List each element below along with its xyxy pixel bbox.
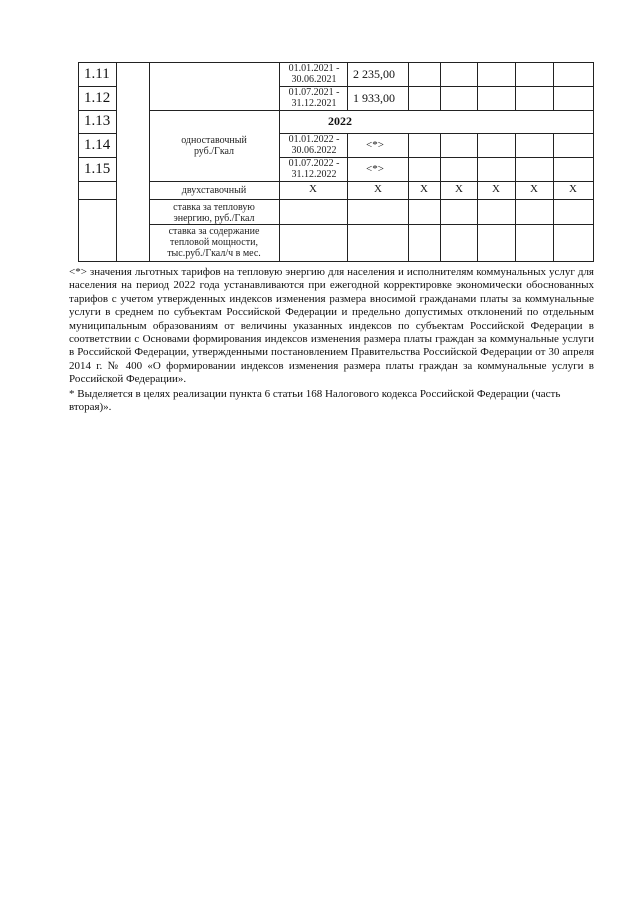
footnote-tax-note: * Выделяется в целях реализации пункта 6 статьи 168 Налогового кодекса Российской Федерации (часть вторая)». bbox=[69, 388, 561, 414]
tariff-value: <*> bbox=[366, 163, 384, 175]
single-rate-unit: руб./Гкал bbox=[193, 146, 235, 157]
x-mark: X bbox=[309, 183, 317, 195]
period-start: 01.07.2021 - bbox=[288, 87, 340, 98]
period-end: 31.12.2022 bbox=[291, 169, 337, 180]
x-mark: X bbox=[492, 183, 500, 195]
row-number: 1.15 bbox=[84, 161, 111, 177]
row-number: 1.14 bbox=[84, 137, 111, 153]
period-start: 01.01.2021 - bbox=[288, 63, 340, 74]
x-mark: X bbox=[530, 183, 538, 195]
two-part-label: двухставочный bbox=[181, 185, 247, 196]
row-number: 1.11 bbox=[84, 66, 110, 82]
capacity-rate-unit: тыс.руб./Гкал/ч в мес. bbox=[167, 248, 261, 259]
x-mark: X bbox=[374, 183, 382, 195]
period-start: 01.01.2022 - bbox=[288, 134, 340, 145]
period-end: 30.06.2022 bbox=[291, 145, 337, 156]
x-mark: X bbox=[455, 183, 463, 195]
period-end: 31.12.2021 bbox=[291, 98, 337, 109]
tariff-value: 1 933,00 bbox=[353, 91, 395, 105]
tariff-value: 2 235,00 bbox=[353, 67, 395, 81]
tariff-value: <*> bbox=[366, 139, 384, 151]
footnote-asterisk-note: <*> значения льготных тарифов на тепловую энергию для населения и исполнителям коммунальных услуг для населения на период 2022 года устанавливаются при ежегодной корректировке экономически обоснованных тарифов с учетом утвержденных индексов изменения размера вносимой гражданами платы за коммунальные услуги в среднем по субъектам Российской Федерации и предельно допустимых отклонений по отдельным муниципальным образованиям от величины указанных индексов по субъектам Российской Федерации в соответствии с Основами формирования индексов изменения размера платы граждан за коммунальные услуги в Российской Федерации, утвержденными постановлением Правительства Российской Федерации от 30 апреля 2014 г. № 400 «О формировании индексов изменения размера платы граждан за коммунальные услуги в Российской Федерации». bbox=[69, 266, 594, 386]
row-number: 1.12 bbox=[84, 90, 111, 106]
single-rate-label: одноставочный bbox=[181, 135, 247, 146]
row-number: 1.13 bbox=[84, 113, 111, 129]
tariff-table bbox=[78, 62, 594, 262]
capacity-rate-label: ставка за содержание bbox=[168, 226, 260, 237]
period-start: 01.07.2022 - bbox=[288, 158, 340, 169]
x-mark: X bbox=[569, 183, 577, 195]
heat-rate-label: ставка за тепловую bbox=[173, 202, 255, 213]
capacity-rate-label-2: тепловой мощности, bbox=[170, 237, 258, 248]
x-mark: X bbox=[420, 183, 428, 195]
period-end: 30.06.2021 bbox=[291, 74, 337, 85]
year-label: 2022 bbox=[328, 114, 352, 128]
heat-rate-unit: энергию, руб./Гкал bbox=[173, 213, 255, 224]
